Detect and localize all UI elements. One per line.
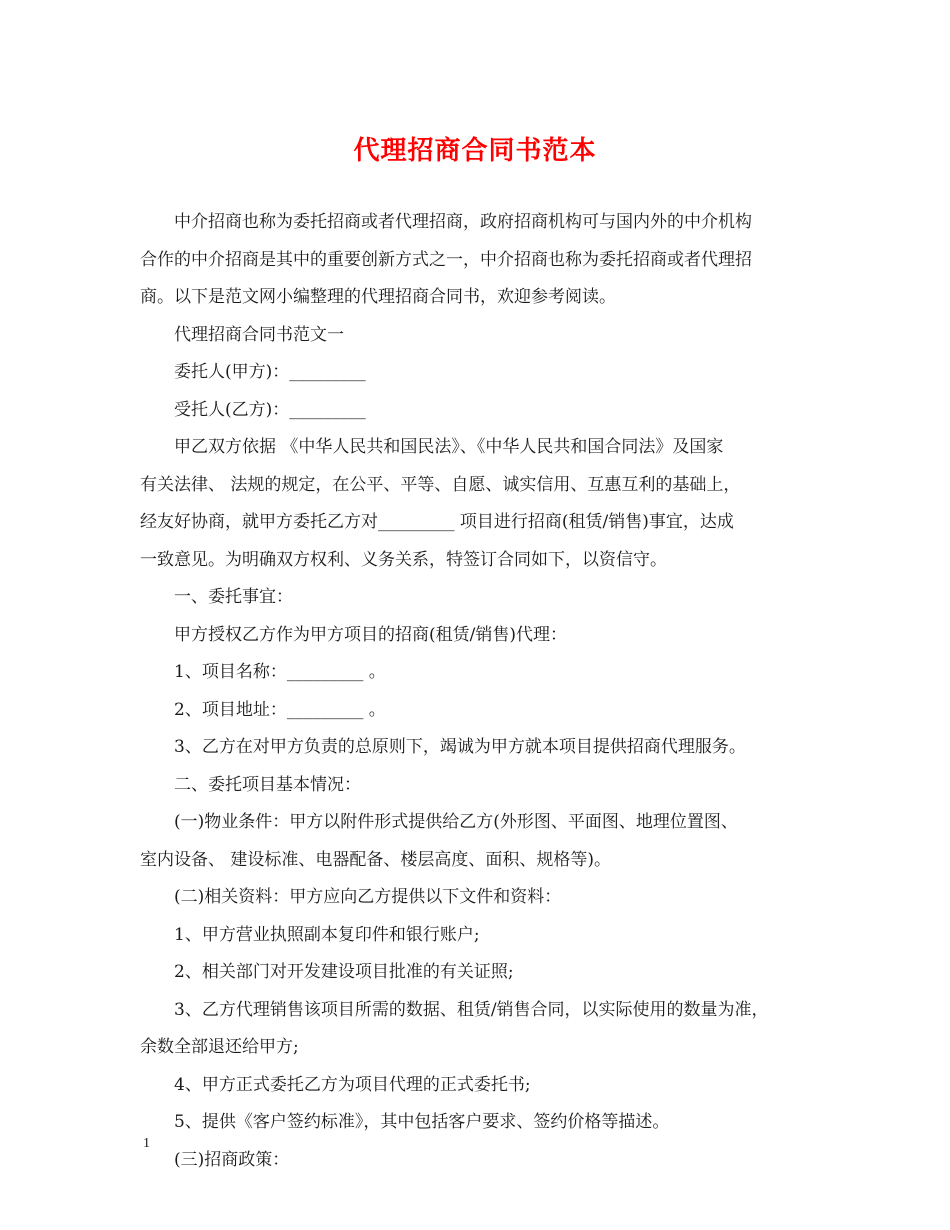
party-a-field: 委托人(甲方)：_________: [174, 362, 366, 382]
text-line: 甲乙双方依据 《中华人民共和国民法》、《中华人民共和国合同法》及国家: [174, 437, 724, 457]
text-line: 商。以下是范文网小编整理的代理招商合同书，欢迎参考阅读。: [140, 287, 616, 307]
section-heading: (三)招商政策：: [174, 1149, 290, 1170]
party-b-field: 受托人(乙方)：_________: [174, 399, 366, 420]
text-line: (一)物业条件：甲方以附件形式提供给乙方(外形图、平面图、地理位置图、: [174, 812, 738, 832]
list-item: 4、甲方正式委托乙方为项目代理的正式委托书;: [174, 1074, 531, 1095]
list-item: 2、相关部门对开发建设项目批准的有关证照;: [174, 962, 514, 982]
section-heading: 代理招商合同书范文一: [174, 324, 344, 345]
text-line: (二)相关资料：甲方应向乙方提供以下文件和资料：: [174, 887, 562, 907]
document-title: 代理招商合同书范本: [353, 136, 597, 166]
document-body: [140, 204, 820, 1179]
project-address-field: 2、项目地址：_________ 。: [174, 699, 386, 720]
text-line: 余数全部退还给甲方;: [140, 1037, 299, 1057]
section-heading: 二、委托项目基本情况：: [174, 774, 361, 795]
list-item: 3、乙方代理销售该项目所需的数据、租赁/销售合同，以实际使用的数量为准，: [174, 999, 769, 1020]
text-line: 中介招商也称为委托招商或者代理招商，政府招商机构可与国内外的中介机构: [174, 212, 752, 232]
text-line: 3、乙方在对甲方负责的总原则下，竭诚为甲方就本项目提供招商代理服务。: [174, 737, 746, 757]
text-line: 有关法律、 法规的规定，在公平、平等、自愿、诚实信用、互惠互利的基础上，: [140, 474, 741, 495]
list-item: 5、提供《客户签约标准》，其中包括客户要求、签约价格等描述。: [174, 1112, 670, 1132]
text-line: 经友好协商，就甲方委托乙方对_________ 项目进行招商(租赁/销售)事宜，达成: [140, 512, 734, 532]
section-heading: 一、委托事宜：: [174, 587, 293, 607]
page-number: 1: [143, 1136, 150, 1151]
text-line: 甲方授权乙方作为甲方项目的招商(租赁/销售)代理：: [174, 624, 567, 645]
project-name-field: 1、项目名称：_________ 。: [174, 662, 386, 682]
list-item: 1、甲方营业执照副本复印件和银行账户;: [174, 924, 480, 945]
text-line: 合作的中介招商是其中的重要创新方式之一，中介招商也称为委托招商或者代理招: [140, 249, 752, 270]
text-line: 一致意见。为明确双方权利、义务关系，特签订合同如下，以资信守。: [140, 549, 667, 570]
text-line: 室内设备、 建设标准、电器配备、楼层高度、面积、规格等)。: [140, 849, 612, 870]
